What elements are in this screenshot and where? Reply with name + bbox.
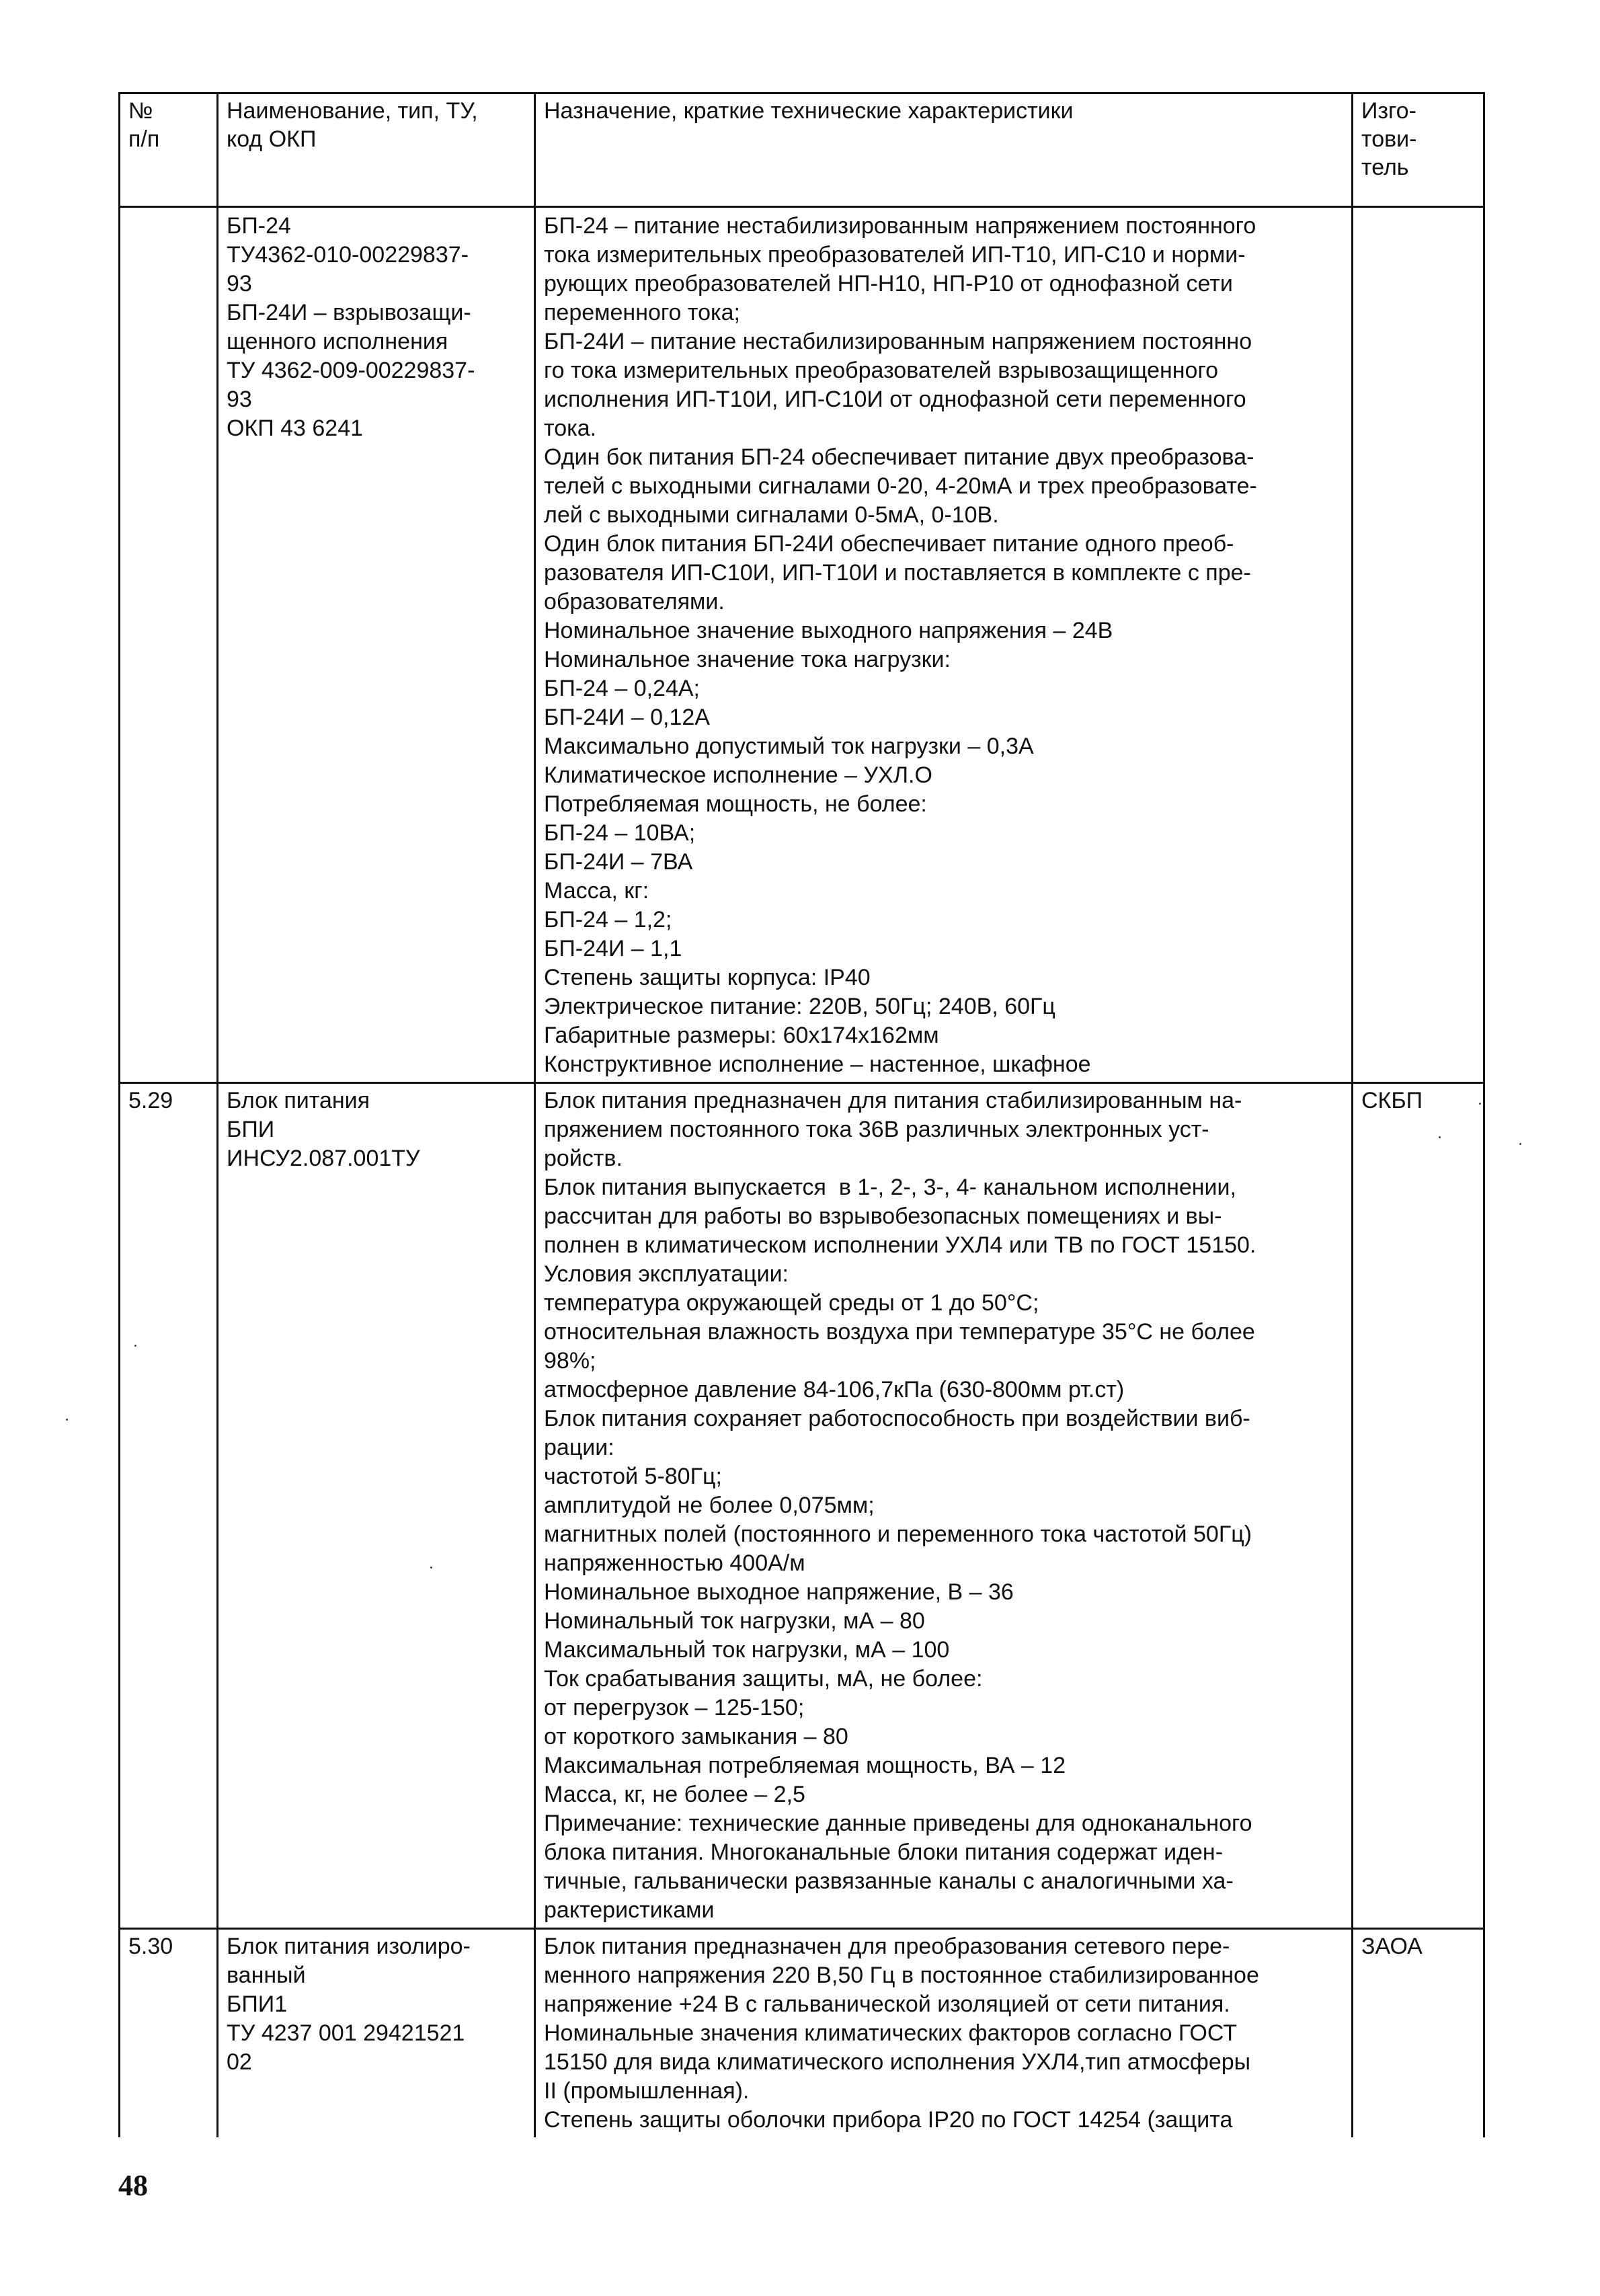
text-line: Один блок питания БП-24И обеспечивает питание одного преоб- <box>544 531 1234 557</box>
text-line: БПИ <box>227 1117 275 1142</box>
text-line: Наименование, тип, ТУ, <box>227 98 478 124</box>
text-line: № <box>128 98 153 124</box>
text-line: Изго- <box>1361 98 1416 124</box>
text-line: тель <box>1361 155 1409 180</box>
text-line: Назначение, краткие технические характеристики <box>544 98 1074 124</box>
text-line: Климатическое исполнение – УХЛ.О <box>544 762 932 788</box>
text-line: блока питания. Многоканальные блоки питания содержат иден- <box>544 1839 1224 1865</box>
text-line: Примечание: технические данные приведены для одноканального <box>544 1811 1252 1836</box>
text-line: БП-24 <box>227 213 291 239</box>
text-line: 93 <box>227 271 252 296</box>
text-line: ТУ 4362-009-00229837- <box>227 358 475 383</box>
header-description <box>535 93 1353 207</box>
table-row <box>120 1083 1484 1929</box>
text-line: БП-24И – 0,12А <box>544 705 710 730</box>
text-line: образователями. <box>544 589 725 615</box>
text-line: 98%; <box>544 1348 596 1374</box>
text-line: магнитных полей (постоянного и переменного тока частотой 50Гц) <box>544 1521 1252 1547</box>
text-line: БП-24И – 1,1 <box>544 936 682 961</box>
text-line: БПИ1 <box>227 1991 288 2017</box>
text-line: п/п <box>128 126 160 152</box>
text-line: Максимальный ток нагрузки, мА – 100 <box>544 1637 950 1663</box>
text-line: ТУ 4237 001 29421521 <box>227 2020 465 2046</box>
text-line: Блок питания выпускается в 1-, 2-, 3-, 4- канальном исполнении, <box>544 1175 1236 1200</box>
text-line: Электрическое питание: 220В, 50Гц; 240В, 60Гц <box>544 994 1055 1019</box>
text-line: ройств. <box>544 1146 623 1171</box>
row-name <box>218 1083 535 1929</box>
text-line: Максимальная потребляемая мощность, ВА – 12 <box>544 1753 1066 1778</box>
text-line: Номинальное выходное напряжение, В – 36 <box>544 1579 1014 1605</box>
row-name <box>218 1929 535 2138</box>
text-line: тока. <box>544 415 597 441</box>
text-line: Номинальный ток нагрузки, мА – 80 <box>544 1608 925 1634</box>
text-line: 15150 для вида климатического исполнения УХЛ4,тип атмосферы <box>544 2049 1251 2075</box>
text-line: напряжение +24 В с гальванической изоляцией от сети питания. <box>544 1991 1230 2017</box>
scan-speck <box>1479 1103 1481 1105</box>
row-manufacturer: СКБП <box>1353 1083 1484 1929</box>
text-line: Блок питания предназначен для питания стабилизированным на- <box>544 1088 1242 1113</box>
text-line: рассчитан для работы во взрывобезопасных помещениях и вы- <box>544 1203 1222 1229</box>
row-description <box>535 1929 1353 2138</box>
scan-speck <box>66 1419 68 1421</box>
text-line: Ток срабатывания защиты, мА, не более: <box>544 1666 983 1692</box>
row-manufacturer <box>1353 207 1484 1083</box>
table-header-row <box>120 93 1484 207</box>
row-description <box>535 207 1353 1083</box>
text-line: Блок питания изолиро- <box>227 1934 471 1959</box>
text-line: лей с выходными сигналами 0-5мА, 0-10В. <box>544 502 999 528</box>
text-line: рактеристиками <box>544 1897 715 1923</box>
text-line: от перегрузок – 125-150; <box>544 1695 805 1720</box>
text-line: ОКП 43 6241 <box>227 415 364 441</box>
text-line: Масса, кг, не более – 2,5 <box>544 1782 805 1807</box>
scan-speck <box>134 1345 136 1347</box>
text-line: Максимально допустимый ток нагрузки – 0,3А <box>544 734 1034 759</box>
page-number: 48 <box>118 2169 148 2202</box>
text-line: пряжением постоянного тока 36В различных электронных уст- <box>544 1117 1209 1142</box>
header-number <box>120 93 218 207</box>
text-line: Блок питания сохраняет работоспособность при воздействии виб- <box>544 1406 1250 1431</box>
text-line: ТУ4362-010-00229837- <box>227 242 469 268</box>
text-line: ванный <box>227 1963 306 1988</box>
equipment-catalog-table <box>118 92 1485 2137</box>
row-number: 5.30 <box>120 1929 218 2138</box>
row-number: 5.29 <box>120 1083 218 1929</box>
text-line: тичные, гальванически развязанные каналы с аналогичными ха- <box>544 1868 1234 1894</box>
text-line: Потребляемая мощность, не более: <box>544 791 927 817</box>
text-line: рации: <box>544 1435 614 1460</box>
text-line: Блок питания <box>227 1088 370 1113</box>
text-line: БП-24 – 10ВА; <box>544 820 696 846</box>
text-line: относительная влажность воздуха при температуре 35°С не более <box>544 1319 1255 1345</box>
text-line: исполнения ИП-Т10И, ИП-С10И от однофазной сети переменного <box>544 387 1246 412</box>
text-line: щенного исполнения <box>227 329 448 354</box>
text-line: Условия эксплуатации: <box>544 1261 789 1287</box>
scan-speck <box>1519 1143 1521 1145</box>
scan-speck <box>430 1567 432 1569</box>
text-line: рующих преобразователей НП-Н10, НП-Р10 от однофазной сети <box>544 271 1233 296</box>
text-line: го тока измерительных преобразователей взрывозащищенного <box>544 358 1219 383</box>
text-line: Степень защиты оболочки прибора IP20 по ГОСТ 14254 (защита <box>544 2107 1233 2133</box>
header-name <box>218 93 535 207</box>
text-line: 02 <box>227 2049 252 2075</box>
text-line: Один бок питания БП-24 обеспечивает питание двух преобразова- <box>544 444 1254 470</box>
row-name <box>218 207 535 1083</box>
text-line: Степень защиты корпуса: IP40 <box>544 965 871 990</box>
text-line: БП-24И – 7ВА <box>544 849 693 875</box>
text-line: ИНСУ2.087.001ТУ <box>227 1146 420 1171</box>
text-line: разователя ИП-С10И, ИП-Т10И и поставляется в комплекте с пре- <box>544 560 1251 586</box>
text-line: частотой 5-80Гц; <box>544 1464 722 1489</box>
text-line: Габаритные размеры: 60х174х162мм <box>544 1023 939 1048</box>
text-line: напряженностью 400А/м <box>544 1550 805 1576</box>
text-line: БП-24 – питание нестабилизированным напряжением постоянного <box>544 213 1256 239</box>
text-line: Конструктивное исполнение – настенное, шкафное <box>544 1052 1091 1077</box>
text-line: температура окружающей среды от 1 до 50°С; <box>544 1290 1039 1316</box>
text-line: атмосферное давление 84-106,7кПа (630-800мм рт.ст) <box>544 1377 1125 1402</box>
text-line: БП-24 – 0,24А; <box>544 676 700 701</box>
text-line: код ОКП <box>227 126 317 152</box>
row-description <box>535 1083 1353 1929</box>
text-line: телей с выходными сигналами 0-20, 4-20мА и трех преобразовате- <box>544 473 1257 499</box>
row-number <box>120 207 218 1083</box>
header-manufacturer <box>1353 93 1484 207</box>
text-line: тока измерительных преобразователей ИП-Т10, ИП-С10 и норми- <box>544 242 1246 268</box>
scan-speck <box>1439 1136 1441 1138</box>
text-line: Масса, кг: <box>544 878 649 904</box>
text-line: Номинальное значение выходного напряжения – 24В <box>544 618 1113 643</box>
text-line: БП-24И – взрывозащи- <box>227 300 471 325</box>
row-manufacturer: ЗАОА <box>1353 1929 1484 2138</box>
text-line: Номинальное значение тока нагрузки: <box>544 647 951 672</box>
table-row <box>120 207 1484 1083</box>
text-line: Блок питания предназначен для преобразования сетевого пере- <box>544 1934 1230 1959</box>
text-line: Номинальные значения климатических факторов согласно ГОСТ <box>544 2020 1238 2046</box>
text-line: 93 <box>227 387 252 412</box>
text-line: II (промышленная). <box>544 2078 750 2104</box>
text-line: менного напряжения 220 В,50 Гц в постоянное стабилизированное <box>544 1963 1259 1988</box>
text-line: переменного тока; <box>544 300 740 325</box>
text-line: БП-24И – питание нестабилизированным напряжением постоянно <box>544 329 1252 354</box>
text-line: БП-24 – 1,2; <box>544 907 672 933</box>
table-row <box>120 1929 1484 2138</box>
text-line: полнен в климатическом исполнении УХЛ4 или ТВ по ГОСТ 15150. <box>544 1232 1256 1258</box>
text-line: от короткого замыкания – 80 <box>544 1724 848 1749</box>
text-line: амплитудой не более 0,075мм; <box>544 1493 875 1518</box>
text-line: тови- <box>1361 126 1417 152</box>
